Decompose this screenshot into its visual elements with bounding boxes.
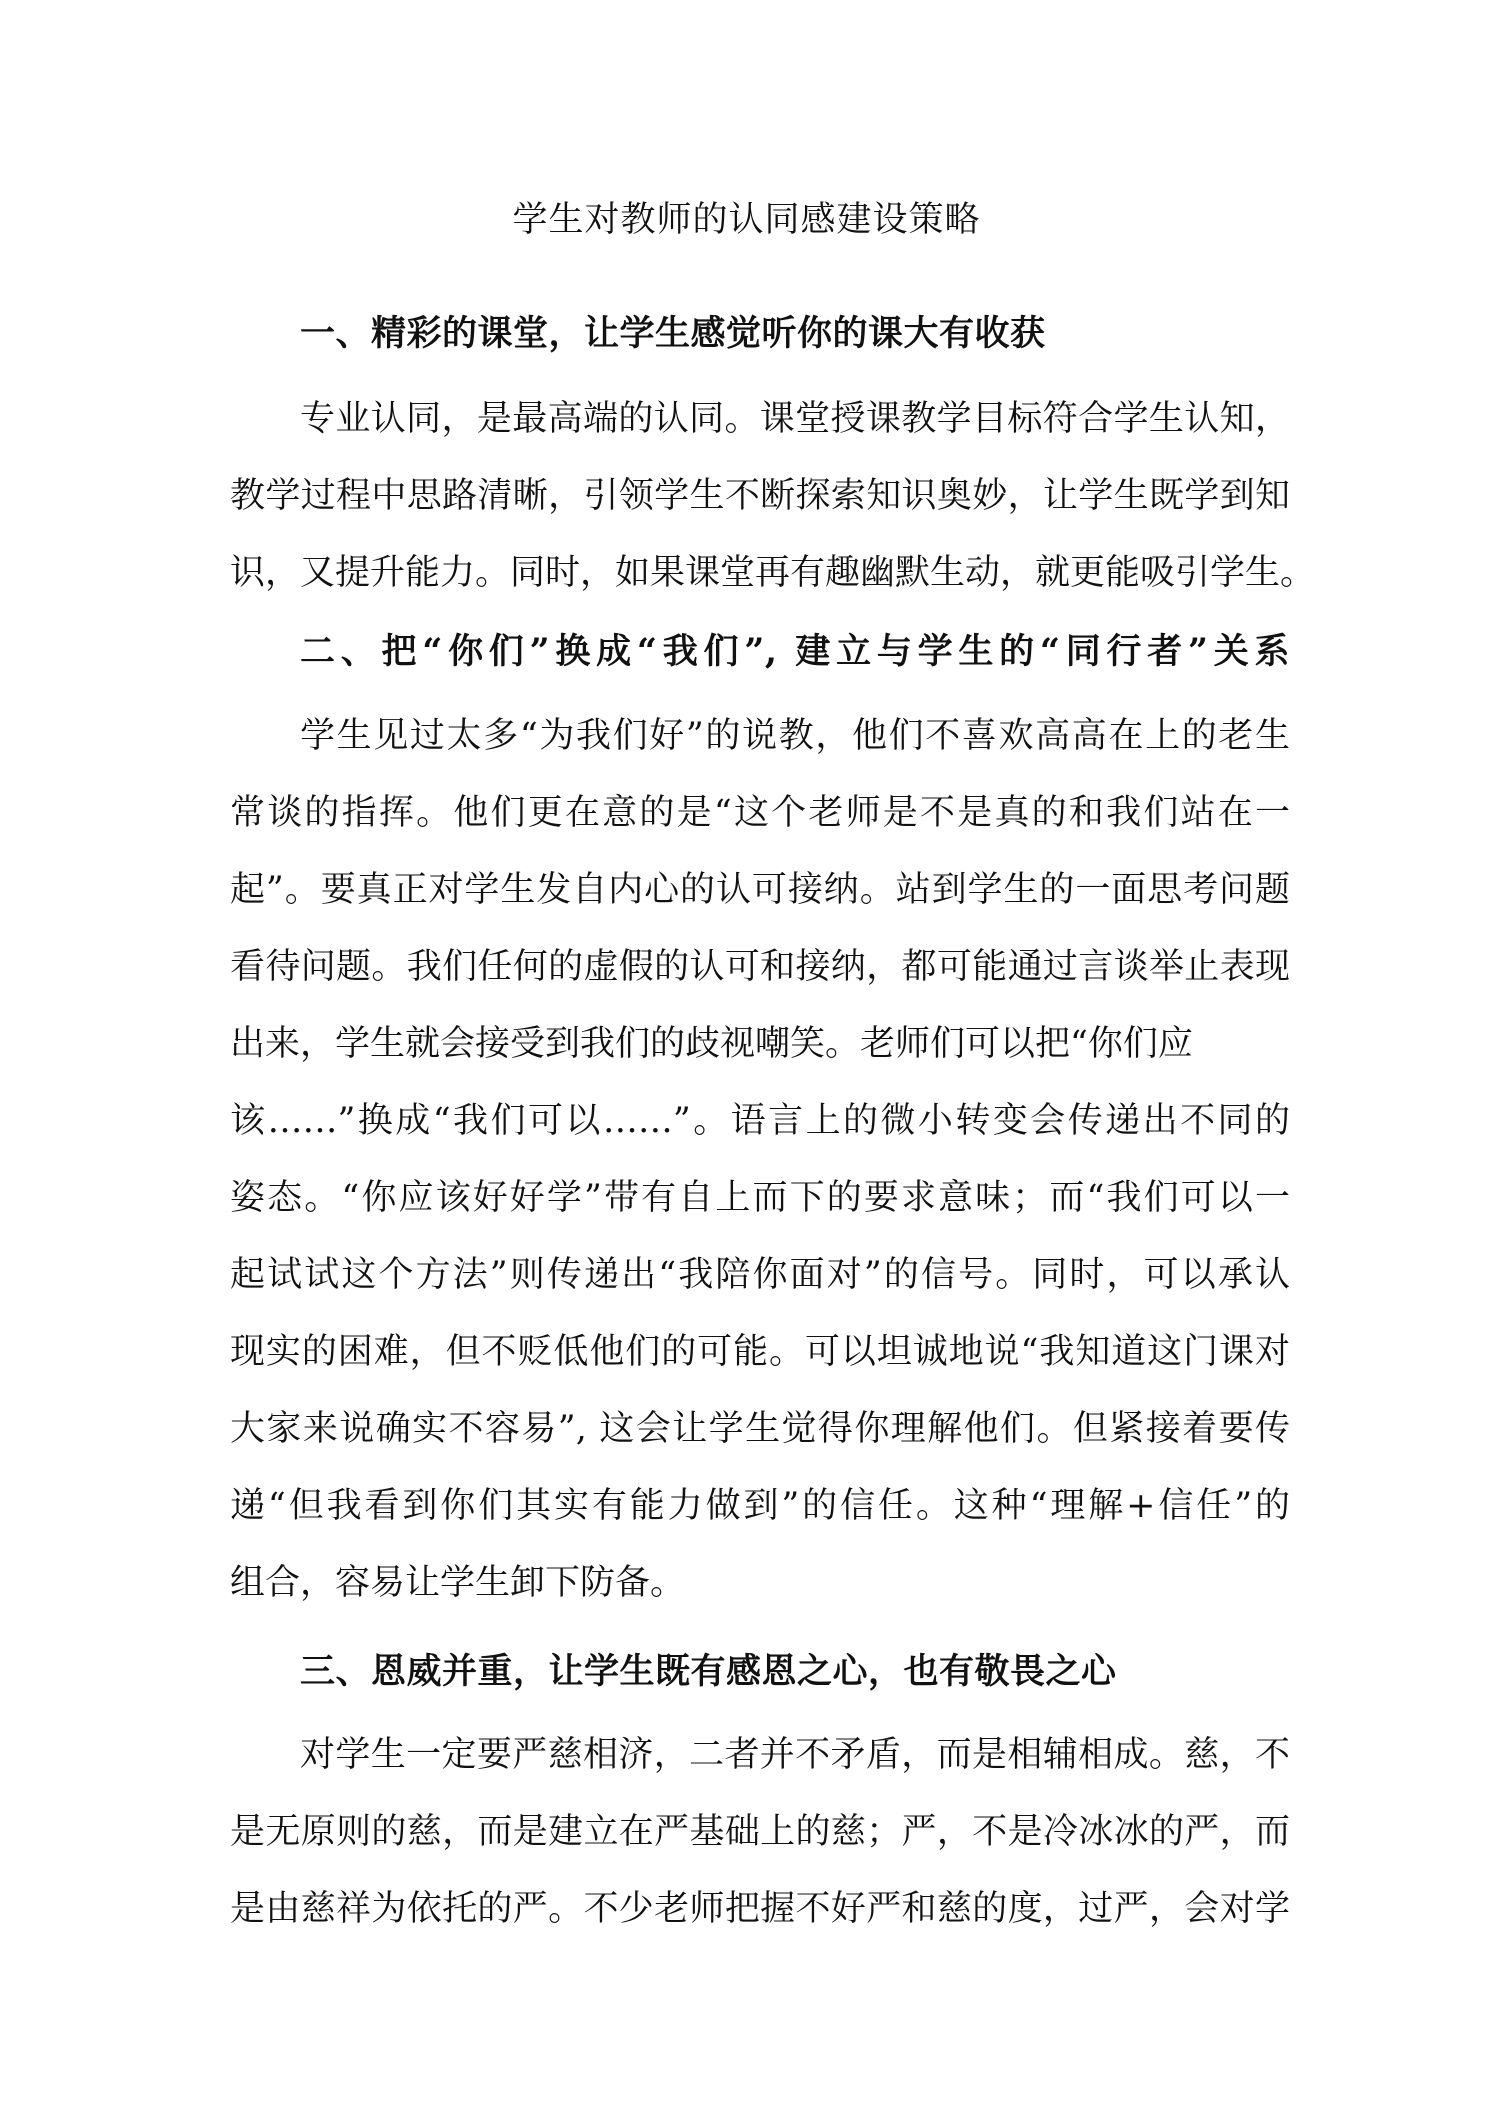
paragraph-line: 该……”换成“我们可以……”。语言上的微小转变会传递出不同的 [230,1101,1290,1141]
paragraph-line: 大家来说确实不容易”, 这会让学生觉得你理解他们。但紧接着要传 [230,1409,1290,1449]
section-heading-1: 一、精彩的课堂，让学生感觉听你的课大有收获 [300,313,1046,354]
paragraph-line: 起试试这个方法”则传递出“我陪你面对”的信号。同时，可以承认 [230,1255,1290,1295]
paragraph-line: 现实的困难，但不贬低他们的可能。可以坦诚地说“我知道这门课对 [230,1332,1290,1372]
paragraph-line: 学生见过太多“为我们好”的说教，他们不喜欢高高在上的老生 [300,716,1290,756]
paragraph-line: 教学过程中思路清晰，引领学生不断探索知识奥妙，让学生既学到知 [230,476,1290,516]
paragraph-line: 递“但我看到你们其实有能力做到”的信任。这种“理解+信任”的 [230,1486,1290,1526]
paragraph-line: 姿态。“你应该好好学”带有自上而下的要求意味；而“我们可以一 [230,1178,1290,1218]
document-title: 学生对教师的认同感建设策略 [512,200,981,240]
paragraph-line: 看待问题。我们任何的虚假的认可和接纳，都可能通过言谈举止表现 [230,947,1290,987]
paragraph-line: 组合，容易让学生卸下防备。 [230,1563,686,1603]
section-heading-3: 三、恩威并重，让学生既有感恩之心，也有敬畏之心 [300,1651,1117,1692]
paragraph-line: 专业认同，是最高端的认同。课堂授课教学目标符合学生认知， [300,399,1290,439]
paragraph-line: 常谈的指挥。他们更在意的是“这个老师是不是真的和我们站在一 [230,793,1290,833]
paragraph-line: 识，又提升能力。同时，如果课堂再有趣幽默生动，就更能吸引学生。 [230,553,1316,593]
paragraph-line: 出来，学生就会接受到我们的歧视嘲笑。老师们可以把“你们应 [230,1024,1193,1064]
section-heading-2: 二、把“你们”换成“我们”, 建立与学生的“同行者”关系 [300,631,1290,672]
paragraph-line: 对学生一定要严慈相济，二者并不矛盾，而是相辅相成。慈，不 [300,1735,1290,1775]
paragraph-line: 是由慈祥为依托的严。不少老师把握不好严和慈的度，过严，会对学 [230,1889,1290,1929]
paragraph-line: 是无原则的慈，而是建立在严基础上的慈；严，不是冷冰冰的严，而 [230,1812,1290,1852]
paragraph-line: 起”。要真正对学生发自内心的认可接纳。站到学生的一面思考问题 [230,870,1290,910]
